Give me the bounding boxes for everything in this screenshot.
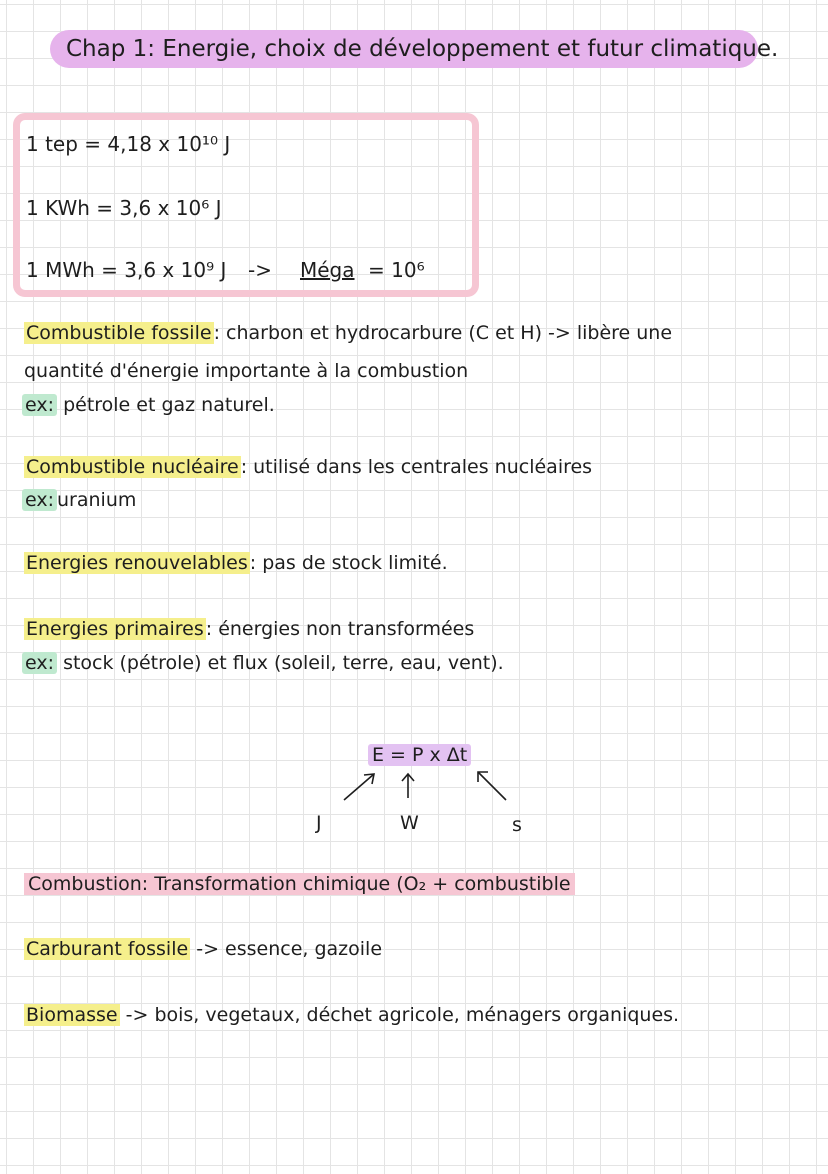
unit-tep: 1 tep = 4,18 x 10¹⁰ J [26, 132, 231, 156]
primaires-ex-text: stock (pétrole) et flux (soleil, terre, eau, vent). [63, 652, 504, 674]
nucleaire-ex-text: uranium [57, 489, 137, 511]
primaires-definition: : énergies non transformées [205, 618, 475, 640]
unit-mwh: 1 MWh = 3,6 x 10⁹ J [26, 258, 227, 282]
primaires-ex-label: ex: [22, 652, 57, 674]
mega-value: = 10⁶ [368, 258, 425, 282]
nucleaire-example [22, 489, 136, 511]
mega-label: Méga [300, 258, 355, 282]
fossile-definition: : charbon et hydrocarbure (C et H) -> libère une [213, 322, 673, 344]
fossile-term: Combustible fossile [26, 322, 212, 344]
biomasse-term: Biomasse [26, 1004, 118, 1026]
fossile-ex-text: pétrole et gaz naturel. [63, 394, 275, 416]
nucleaire-line [24, 456, 592, 478]
carburant-definition: -> essence, gazoile [196, 938, 383, 960]
unit-w: W [400, 812, 419, 834]
fossile-line [24, 322, 672, 344]
energy-formula: E = P x Δt [368, 744, 471, 766]
renouvelables-term: Energies renouvelables [26, 552, 248, 574]
combustion-definition: : Transformation chimique (O₂ + combustible [141, 873, 571, 895]
biomasse-definition: -> bois, vegetaux, déchet agricole, ménagers organiques. [125, 1004, 680, 1026]
mega-arrow: -> [248, 258, 272, 282]
arrow-to-j [344, 774, 374, 800]
primaires-line [24, 618, 474, 640]
biomasse-line [24, 1004, 679, 1026]
unit-j: J [316, 812, 322, 834]
nucleaire-ex-label: ex: [22, 489, 57, 511]
primaires-example [22, 652, 504, 674]
renouvelables-line [24, 552, 448, 574]
primaires-term: Energies primaires [26, 618, 204, 640]
combustion-term: Combustion [28, 873, 142, 895]
carburant-line [24, 938, 382, 960]
arrow-to-s [478, 772, 506, 800]
nucleaire-definition: : utilisé dans les centrales nucléaires [240, 456, 593, 478]
fossile-ex-label: ex: [22, 394, 57, 416]
unit-kwh: 1 KWh = 3,6 x 10⁶ J [26, 196, 222, 220]
formula-arrows [330, 768, 520, 808]
combustion-line [24, 873, 575, 895]
unit-s: s [512, 814, 522, 836]
nucleaire-term: Combustible nucléaire [26, 456, 239, 478]
fossile-definition-2: quantité d'énergie importante à la combustion [24, 360, 469, 382]
renouvelables-definition: : pas de stock limité. [249, 552, 448, 574]
page-title: Chap 1: Energie, choix de développement et futur climatique. [50, 30, 758, 68]
fossile-example [22, 394, 275, 416]
carburant-term: Carburant fossile [26, 938, 189, 960]
